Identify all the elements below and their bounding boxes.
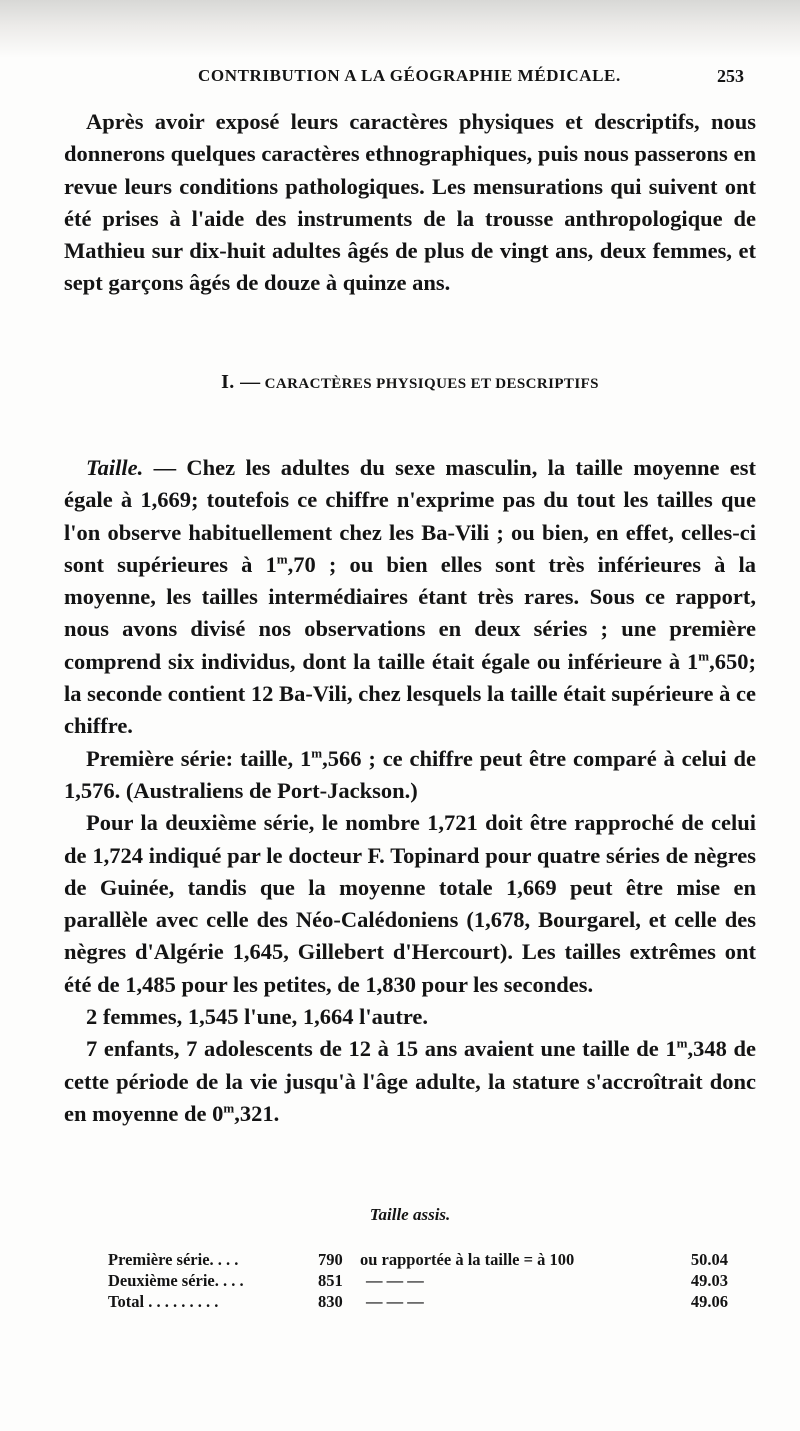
taille-assis-table [108,1250,728,1313]
table-row [108,1271,728,1292]
row-value: 50.04 [690,1250,728,1269]
table-row [108,1292,728,1313]
row-ditto-marks: — — — [366,1271,424,1290]
paragraph-enfants [64,1033,756,1130]
table-title: Taille assis. [369,1205,451,1224]
section-number: I. — [221,371,261,393]
table-row [108,1250,728,1271]
row-label: Deuxième série. . . . [108,1271,244,1290]
paragraph-text: Première série: taille, 1 [86,745,312,771]
row-value: 49.06 [690,1292,728,1311]
body-text [64,452,756,1130]
paragraph-text: ,566 ; ce chiffre peut être comparé à celui de 1,576. (Australiens de Port-Jackson.) [64,745,756,803]
paragraph-text: ,650; la seconde contient 12 Ba-Vili, chez lesquels la taille était supérieure à ce chiffre. [64,648,756,739]
intro-paragraph: Après avoir exposé leurs caractères physiques et descriptifs, nous donnerons quelques caractères ethnographiques, puis nous passerons en revue leurs conditions pathologiques. Les mensurations qui suivent ont été prises à l'aide des instruments de la trousse anthropologique de Mathieu sur dix-huit adultes âgés de plus de vingt ans, deux femmes, et sept garçons âgés de douze à quinze ans. [64,109,756,296]
paragraph-text: ,70 ; ou bien elles sont très inférieures à la moyenne, les tailles intermédiaires étant très rares. Sous ce rapport, nous avons divisé nos observations en deux séries ; une première comprend six individus, dont la taille était égale ou inférieure à 1 [64,551,757,674]
row-measure: 790 [318,1250,343,1269]
paragraph-femmes: 2 femmes, 1,545 l'une, 1,664 l'autre. [86,1004,429,1030]
paragraph-text: ,348 de cette période de la vie jusqu'à l'âge adulte, la stature s'accroîtrait donc en moyenne de 0 [64,1036,756,1126]
row-description: ou rapportée à la taille = à 100 [360,1250,575,1269]
scan-top-edge-shadow [0,0,800,58]
paragraph-premiere-serie [64,743,756,808]
unit-superscript: m [698,648,710,664]
paragraph-text: — Chez les adultes du sexe masculin, la taille moyenne est égale à 1,669; toutefois ce chiffre n'exprime pas du tout les tailles que l'on observe habituellement chez les Ba-Vili ; ou bien, en effet, celles-ci sont supérieures à 1 [64,455,756,577]
unit-superscript: m [311,745,323,761]
page-number: 253 [717,66,744,86]
paragraph-deuxieme-serie: Pour la deuxième série, le nombre 1,721 doit être rapproché de celui de 1,724 indiqué par le docteur F. Topinard pour quatre séries de nègres de Guinée, tandis que la moyenne totale 1,669 peut être mise en parallèle avec celle des Néo-Calédoniens (1,678, Bourgarel, et celle des nègres d'Algérie 1,645, Gillebert d'Hercourt). Les tailles extrêmes ont été de 1,485 pour les petites, de 1,830 pour les secondes. [64,810,756,997]
paragraph-taille [64,452,756,743]
running-header [64,62,744,92]
row-measure: 851 [318,1271,343,1290]
paragraph-lead-taille: Taille. [86,455,144,480]
section-heading [64,371,756,394]
unit-superscript: m [276,551,288,567]
row-label: Total . . . . . . . . . [108,1292,219,1311]
unit-superscript: m [676,1035,688,1051]
row-ditto-marks: — — — [366,1292,424,1311]
intro-paragraph-block [64,106,756,300]
running-title: CONTRIBUTION A LA GÉOGRAPHIE MÉDICALE. [198,66,621,85]
paragraph-text: 7 enfants, 7 adolescents de 12 à 15 ans avaient une taille de 1 [86,1036,677,1062]
row-label: Première série. . . . [108,1250,239,1269]
row-measure: 830 [318,1292,343,1311]
row-value: 49.03 [690,1271,728,1290]
paragraph-text: ,321. [234,1100,280,1126]
section-title: CARACTÈRES PHYSIQUES ET DESCRIPTIFS [264,376,599,392]
unit-superscript: m [223,1100,235,1116]
